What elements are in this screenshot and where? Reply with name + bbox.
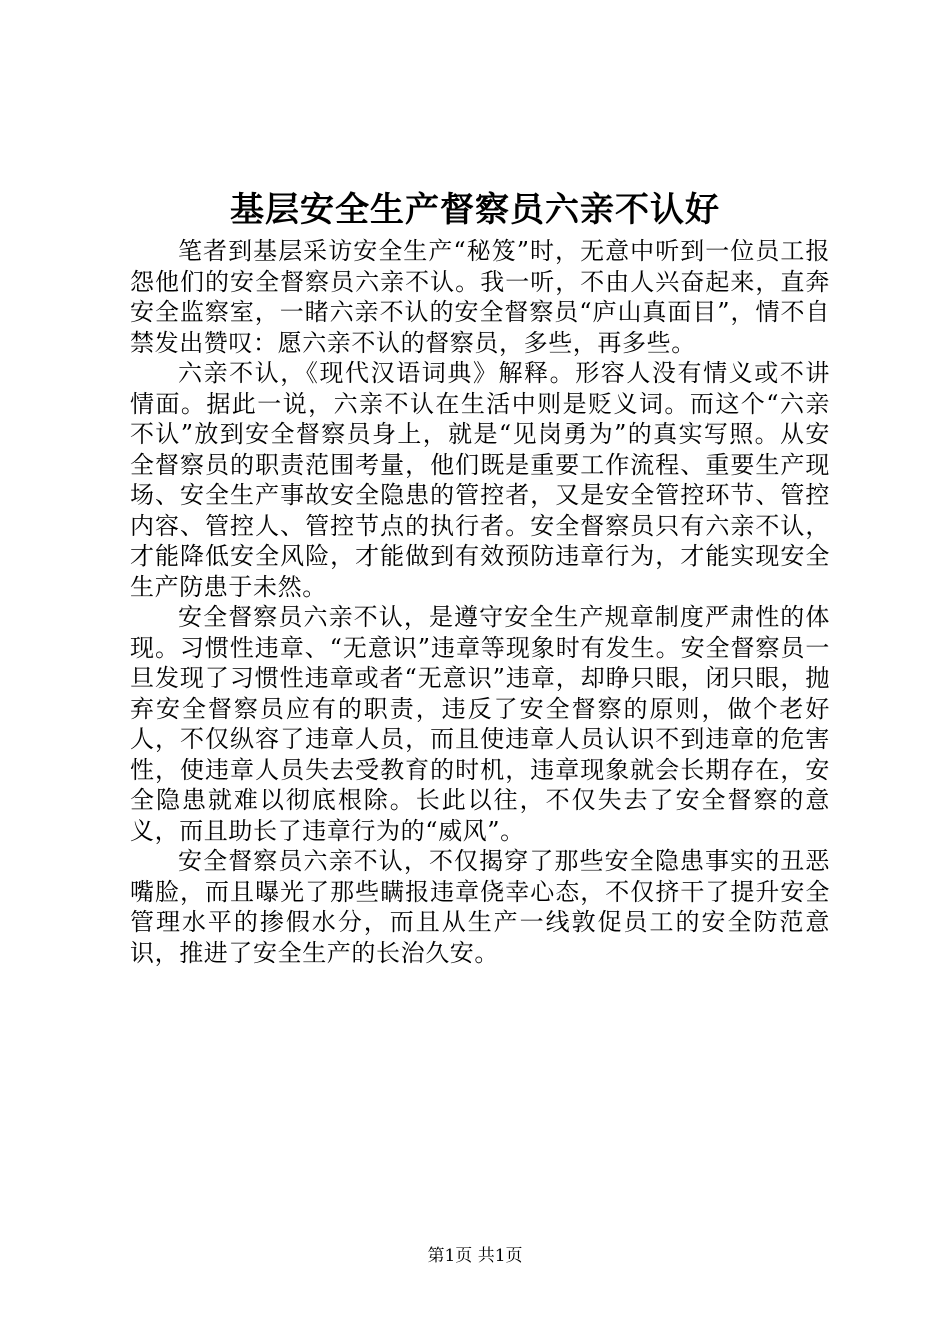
paragraph-3: 安全督察员六亲不认，是遵守安全生产规章制度严肃性的体现。习惯性违章、“无意识”违章等现象时有发生。安全督察员一旦发现了习惯性违章或者“无意识”违章，却睁只眼，闭只眼，抛弃安全督察员应有的职责，违反了安全督察的原则，做个老好人，不仅纵容了违章人员，而且使违章人员认识不到违章的危害性，使违章人员失去受教育的时机，违章现象就会长期存在，安全隐患就难以彻底根除。长此以往，不仅失去了安全督察的意义，而且助长了违章行为的“威风”。 [130,603,830,845]
paragraph-2: 六亲不认，《现代汉语词典》解释。形容人没有情义或不讲情面。据此一说，六亲不认在生活中则是贬义词。而这个“六亲不认”放到安全督察员身上，就是“见岗勇为”的真实写照。从安全督察员的职责范围考量，他们既是重要工作流程、重要生产现场、安全生产事故安全隐患的管控者，又是安全管控环节、管控内容、管控人、管控节点的执行者。安全督察员只有六亲不认，才能降低安全风险，才能做到有效预防违章行为，才能实现安全生产防患于未然。 [130,359,830,601]
paragraph-4: 安全督察员六亲不认，不仅揭穿了那些安全隐患事实的丑恶嘴脸，而且曝光了那些瞒报违章侥幸心态，不仅挤干了提升安全管理水平的掺假水分，而且从生产一线敦促员工的安全防范意识，推进了安全生产的长治久安。 [130,847,830,967]
paragraph-1: 笔者到基层采访安全生产“秘笈”时，无意中听到一位员工报怨他们的安全督察员六亲不认。我一听，不由人兴奋起来，直奔安全监察室，一睹六亲不认的安全督察员“庐山真面目”，情不自禁发出赞叹：愿六亲不认的督察员，多些，再多些。 [130,237,830,357]
document-body [130,236,830,968]
document-title: 基层安全生产督察员六亲不认好 [230,190,720,230]
page-number-footer: 第1页 共1页 [427,1246,523,1266]
